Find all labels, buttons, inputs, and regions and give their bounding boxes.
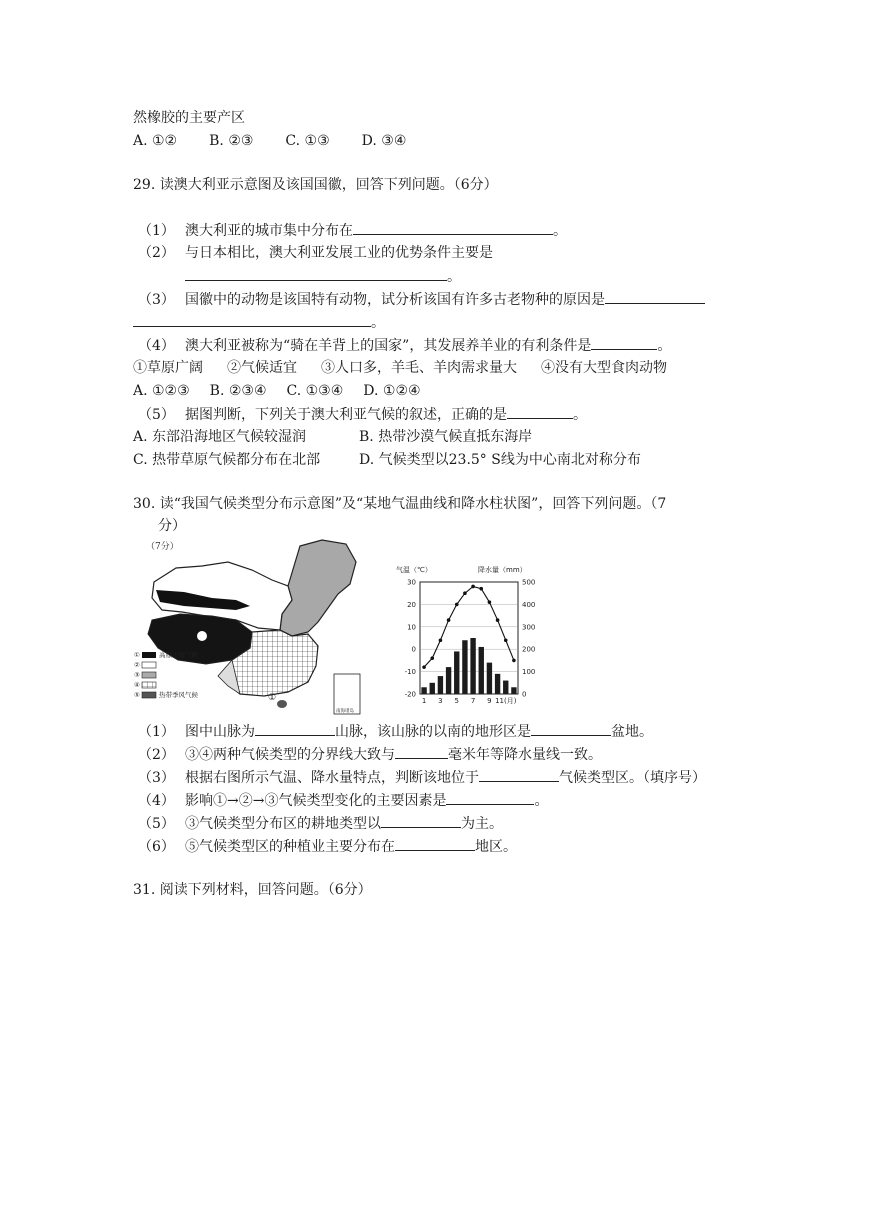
temperature-point <box>439 638 443 642</box>
q30-item-2: （2） ③④两种气候类型的分界线大致与 毫米年等降水量线一致。 <box>138 744 602 765</box>
chart-x-tick-label: 7 <box>470 697 476 705</box>
chart-right-tick-label: 200 <box>522 645 536 654</box>
climate-chart <box>378 536 544 716</box>
south-sea-inset <box>334 674 360 714</box>
option-b: B. ②③ <box>209 133 254 149</box>
svg-text:⑤: ⑤ <box>134 691 140 699</box>
svg-text:热带季风气候: 热带季风气候 <box>159 691 198 699</box>
q29-item-2-cont: 。 <box>185 266 461 287</box>
answer-blank[interactable] <box>605 289 705 304</box>
answer-blank[interactable] <box>133 312 371 327</box>
chart-left-tick-label: -10 <box>404 668 416 677</box>
temperature-point <box>512 659 516 663</box>
map-legend <box>134 650 199 699</box>
option-c: C. ①③ <box>285 133 330 149</box>
chart-left-tick-label: 20 <box>407 600 416 609</box>
precip-bar <box>430 683 435 694</box>
temperature-point <box>447 618 451 622</box>
q30-title: 30. 读“我国气候类型分布示意图”及“某地气温曲线和降水柱状图”，回答下列问题。（7 <box>133 496 667 512</box>
chart-ylabel-right: 降水量（mm） <box>478 566 527 574</box>
chart-x-tick-label: 5 <box>454 697 459 705</box>
q30-item-5: （5） ③气候类型分布区的耕地类型以 为主。 <box>138 813 503 834</box>
chart-right-tick-label: 400 <box>522 600 536 609</box>
precip-bar <box>479 647 484 694</box>
chart-x-tick-label: 9 <box>487 697 492 705</box>
temperature-point <box>422 665 426 669</box>
chart-left-tick-label: 0 <box>411 645 416 654</box>
answer-blank[interactable] <box>185 266 447 281</box>
q29-item-1: （1） 澳大利亚的城市集中分布在 。 <box>138 220 567 241</box>
chart-x-tick-label: 11(月) <box>495 697 517 705</box>
continued-line: 然橡胶的主要产区 <box>133 110 245 126</box>
precip-bar <box>487 663 492 694</box>
q30-item-1: （1） 图中山脉为 山脉，该山脉的以南的地形区是 盆地。 <box>138 721 653 742</box>
option-d: D. ③④ <box>361 133 407 149</box>
temperature-point <box>430 656 434 660</box>
hainan-island <box>277 700 287 708</box>
inset-label: 南海诸岛 <box>336 709 354 714</box>
chart-plot-frame <box>420 582 518 694</box>
plateau-marker <box>197 631 207 641</box>
temperature-point <box>455 603 459 607</box>
map-corner-label: （7分） <box>146 542 179 552</box>
precip-bar <box>462 640 467 694</box>
precip-bar <box>421 687 426 694</box>
q30-item-4: （4） 影响①→②→③气候类型变化的主要因素是 。 <box>138 790 548 811</box>
chart-right-tick-label: 100 <box>522 668 536 677</box>
precip-bar <box>438 676 443 694</box>
chart-left-tick-label: -20 <box>404 690 416 699</box>
q29-options-5a: A. 东部沿海地区气候较湿润 B. 热带沙漠气候直抵东海岸 <box>133 429 533 445</box>
chart-right-tick-label: 300 <box>522 623 536 632</box>
china-climate-map <box>132 536 368 720</box>
q30-item-3: （3） 根据右图所示气温、降水量特点，判断该地位于 气候类型区。（填序号） <box>138 767 706 788</box>
answer-blank[interactable] <box>446 790 534 805</box>
chart-x-tick-label: 1 <box>421 697 427 705</box>
q31-title: 31. 阅读下列材料，回答问题。（6分） <box>133 882 372 898</box>
q29-item-3: （3） 国徽中的动物是该国特有动物，试分析该国有许多古老物种的原因是 <box>138 289 705 310</box>
chart-right-tick-label: 500 <box>522 578 536 587</box>
answer-blank[interactable] <box>255 721 335 736</box>
chart-right-tick-label: 0 <box>522 690 527 699</box>
temperature-point <box>479 587 483 591</box>
precip-bar <box>495 674 500 694</box>
q29-conditions: ①草原广阔 ②气候适宜 ③人口多，羊毛、羊肉需求量大 ④没有大型食肉动物 <box>133 360 667 376</box>
precip-bar <box>503 681 508 694</box>
svg-text:②: ② <box>134 661 140 669</box>
q30-item-6: （6） ⑤气候类型区的种植业主要分布在 地区。 <box>138 836 517 857</box>
temperature-point <box>504 638 508 642</box>
precip-bar <box>470 638 475 694</box>
answer-blank[interactable] <box>395 836 475 851</box>
chart-left-tick-label: 10 <box>407 623 416 632</box>
precip-bar <box>454 651 459 694</box>
answer-blank[interactable] <box>531 721 611 736</box>
q29-item-3-cont: 。 <box>133 312 385 333</box>
map-region-label: ① <box>268 693 277 703</box>
answer-blank[interactable] <box>395 744 448 759</box>
answer-blank[interactable] <box>479 767 559 782</box>
region-northeast <box>280 540 356 636</box>
previous-options <box>133 131 438 151</box>
svg-text:④: ④ <box>134 681 140 689</box>
q29-options-4: A. ①②③ B. ②③④ C. ①③④ D. ①②④ <box>133 383 421 399</box>
q29-title: 29. 读澳大利亚示意图及该国国徽，回答下列问题。（6分） <box>133 177 498 193</box>
temperature-point <box>463 591 467 595</box>
precip-bar <box>511 687 516 694</box>
answer-blank[interactable] <box>353 220 553 235</box>
chart-x-tick-label: 3 <box>438 697 443 705</box>
chart-left-tick-label: 30 <box>407 578 416 587</box>
svg-text:高原山地气候: 高原山地气候 <box>159 651 198 659</box>
q29-item-4: （4） 澳大利亚被称为“骑在羊背上的国家”，其发展养羊业的有利条件是 。 <box>138 335 671 356</box>
svg-text:③: ③ <box>134 671 140 679</box>
answer-blank[interactable] <box>591 335 657 350</box>
answer-blank[interactable] <box>507 404 573 419</box>
q29-options-5b: C. 热带草原气候都分布在北部 D. 气候类型以23.5° S线为中心南北对称分布 <box>133 452 641 468</box>
q29-item-5: （5） 据图判断，下列关于澳大利亚气候的叙述，正确的是 。 <box>138 404 587 425</box>
temperature-point <box>471 585 475 589</box>
precip-bar <box>446 667 451 694</box>
q29-item-2: （2） 与日本相比，澳大利亚发展工业的优势条件主要是 <box>138 245 493 261</box>
option-a: A. ①② <box>133 133 178 149</box>
temperature-point <box>488 600 492 604</box>
answer-blank[interactable] <box>381 813 461 828</box>
chart-ylabel-left: 气温（℃） <box>396 566 432 574</box>
svg-text:①: ① <box>134 651 140 659</box>
q30-title-cont: 分） <box>158 518 186 534</box>
temperature-point <box>496 618 500 622</box>
